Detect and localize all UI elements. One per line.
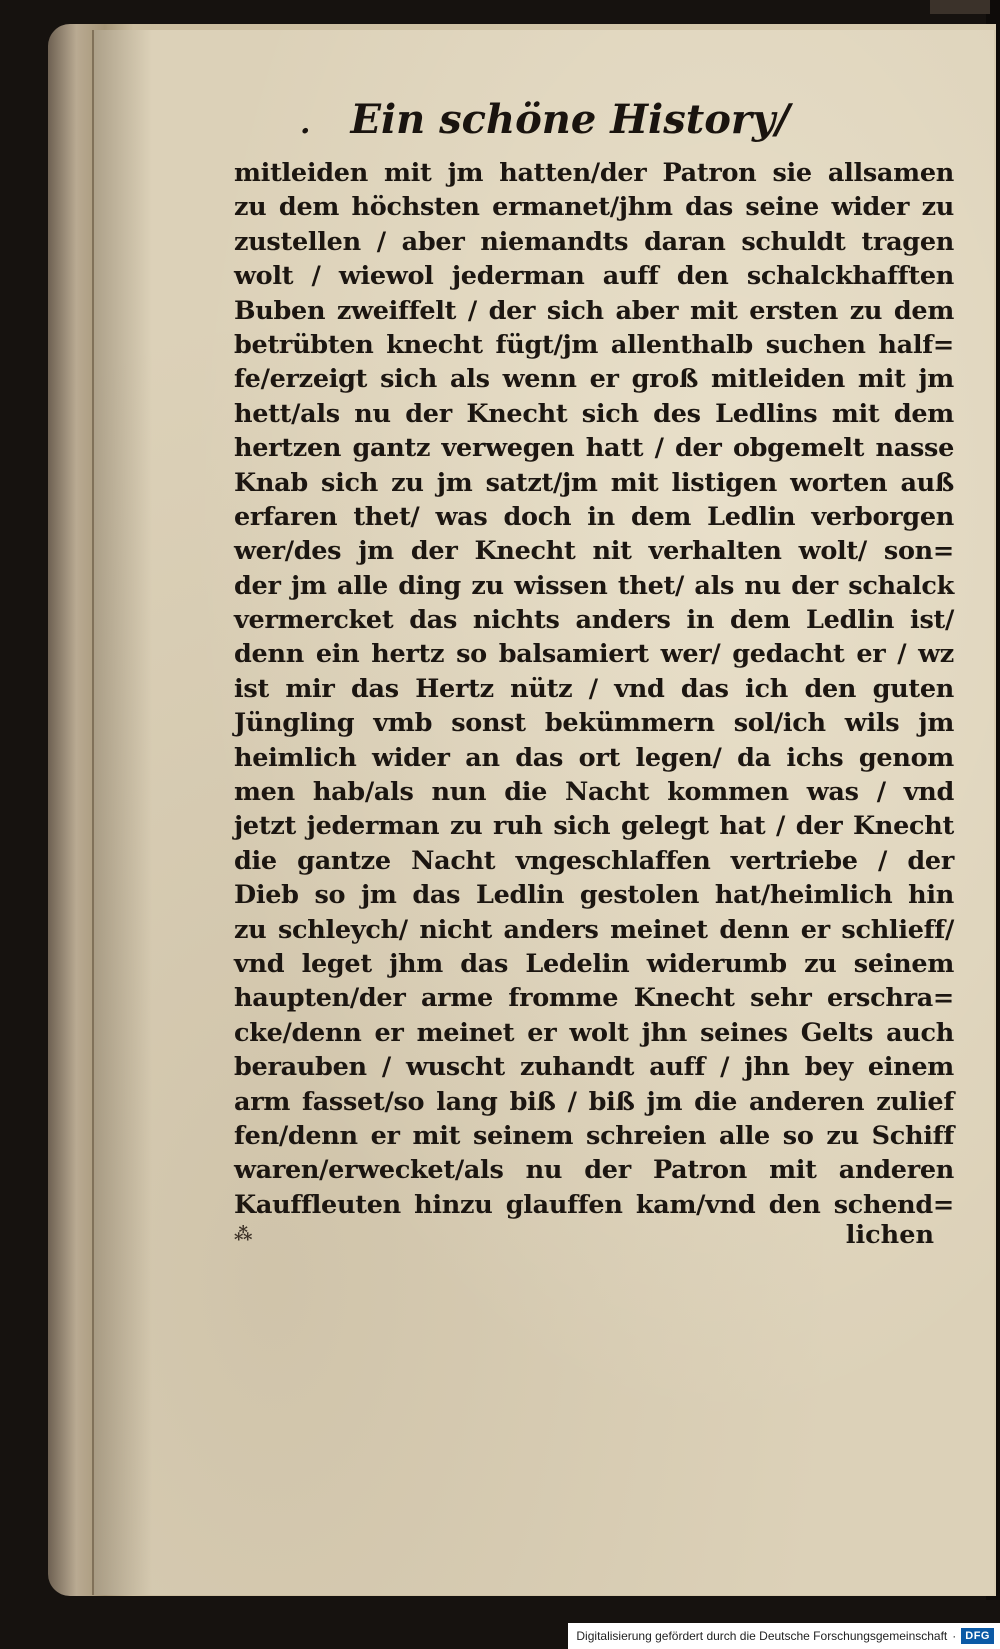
text-line: wolt / wiewol jederman auff den schalckhafften [234,261,954,292]
text-line: vnd leget jhm das Ledelin widerumb zu seinem [234,948,954,979]
catchword-line [234,1220,954,1256]
text-line: zu dem höchsten ermanet/jhm das seine wider zu [234,192,954,223]
text-line: jetzt jederman zu ruh sich gelegt hat / der Knecht [234,811,954,842]
text-line: zu schleych/ nicht anders meinet denn er schlieff/ [234,914,954,945]
text-line: men hab/als nun die Nacht kommen was / vnd [234,777,954,808]
text-line: hett/als nu der Knecht sich des Ledlins mit dem [234,398,954,429]
text-line: Knab sich zu jm satzt/jm mit listigen worten auß [234,467,954,498]
scan-top-tab [930,0,990,14]
catchword: lichen [845,1220,934,1250]
text-line: Kauffleuten hinzu glauffen kam/vnd den schend= [234,1189,954,1220]
text-line: haupten/der arme fromme Knecht sehr erschra= [234,983,954,1014]
text-line: wer/des jm der Knecht nit verhalten wolt/ son= [234,536,954,567]
text-line: die gantze Nacht vngeschlaffen vertriebe / der [234,845,954,876]
footer-text: Digitalisierung gefördert durch die Deutsche Forschungsgemeinschaft [576,1629,948,1643]
text-line: arm fasset/so lang biß / biß jm die anderen zulief [234,1086,954,1117]
running-head [300,96,940,143]
text-line: heimlich wider an das ort legen/ da ichs genom [234,742,954,773]
heading-dot: . [300,106,311,141]
running-head-text: Ein schöne History/ [350,96,790,143]
footer-separator: · [952,1629,957,1643]
text-line: vermercket das nichts anders in dem Ledlin ist/ [234,605,954,636]
text-line: berauben / wuscht zuhandt auff / jhn bey einem [234,1052,954,1083]
text-line: Buben zweiffelt / der sich aber mit ersten zu dem [234,295,954,326]
text-line: betrübten knecht fügt/jm allenthalb suchen half= [234,329,954,360]
text-line: fen/denn er mit seinem schreien alle so zu Schiff [234,1120,954,1151]
text-line: denn ein hertz so balsamiert wer/ gedacht er / wz [234,639,954,670]
text-line: Dieb so jm das Ledlin gestolen hat/heimlich hin [234,880,954,911]
text-block [234,156,954,1222]
text-line: ist mir das Hertz nütz / vnd das ich den guten [234,673,954,704]
text-line: der jm alle ding zu wissen thet/ als nu der schalck [234,570,954,601]
text-line: waren/erwecket/als nu der Patron mit anderen [234,1155,954,1186]
signature-mark: ⁂ [234,1224,253,1245]
text-line: zustellen / aber niemandts daran schuldt tragen [234,226,954,257]
text-line: cke/denn er meinet er wolt jhn seines Gelts auch [234,1017,954,1048]
text-line: fe/erzeigt sich als wenn er groß mitleiden mit jm [234,364,954,395]
footer-bar [568,1623,1000,1649]
text-line: hertzen gantz verwegen hatt / der obgemelt nasse [234,433,954,464]
dfg-logo: DFG [961,1628,994,1644]
text-line: mitleiden mit jm hatten/der Patron sie allsamen [234,158,954,188]
text-line: erfaren thet/ was doch in dem Ledlin verborgen [234,501,954,532]
text-line: Jüngling vmb sonst bekümmern sol/ich wils jm [234,708,954,739]
